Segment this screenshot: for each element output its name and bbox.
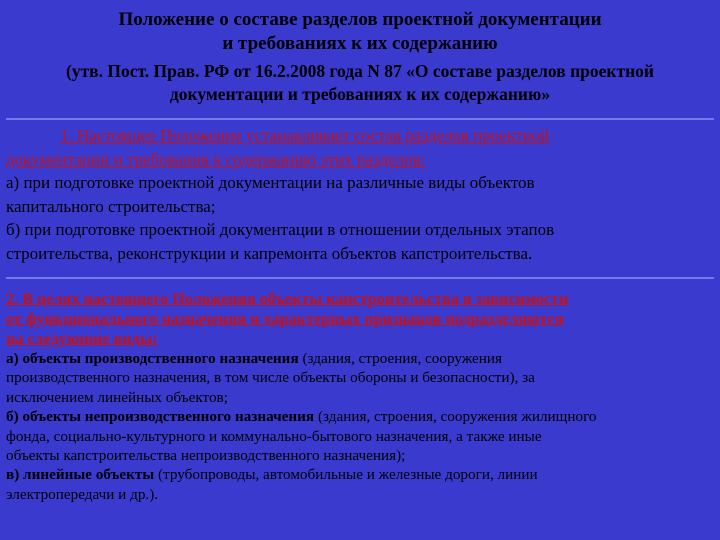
section-1-heading-line-1: 1. Настоящее Положение устанавливает состав разделов проектной [60, 126, 550, 145]
section-1-heading-line-2: документации и требования к содержанию этих разделов: [6, 149, 426, 169]
item-a-text: (здания, строения, сооружения [298, 350, 503, 367]
item-c-line: электропередачи и др.). [6, 485, 159, 503]
item-c-text: (трубопроводы, автомобильные и железные дороги, линии [154, 466, 538, 484]
slide-subtitle [14, 60, 706, 106]
section-1-text-line: б) при подготовке проектной документации в отношении отдельных этапов [6, 220, 555, 239]
section-1-text-line: капитального строительства; [6, 196, 216, 216]
section-2-heading-line: от функционального назначения и характерных признаков подразделяются [6, 310, 564, 328]
item-c-first-line [6, 465, 712, 484]
section-2-heading-line: на следующие виды: [6, 330, 158, 348]
divider-top [6, 118, 714, 120]
item-b-title: б) объекты непроизводственного назначения [6, 408, 315, 426]
item-a-title: а) объекты производственного назначения [6, 350, 299, 367]
item-b-line: объекты капстроительства непроизводственного назначения); [6, 447, 406, 465]
subtitle-line-2: документации и требованиях к их содержанию» [169, 84, 551, 104]
item-b-text: (здания, строения, сооружения жилищного [314, 408, 597, 426]
title-line-1: Положение о составе разделов проектной документации [118, 9, 602, 30]
section-2-heading-line: 2. В целях настоящего Положения объекты капстроительства в зависимости [6, 290, 569, 308]
slide-title [40, 8, 680, 56]
title-line-2: и требованиях к их содержанию [222, 33, 498, 54]
section-1-text-line: строительства, реконструкции и капремонта объектов капстроительства. [6, 243, 533, 263]
section-1 [6, 124, 712, 265]
section-2 [6, 289, 712, 504]
divider-middle [6, 277, 714, 279]
item-a-line: исключением линейных объектов; [6, 388, 228, 406]
section-1-text-line: а) при подготовке проектной документации на различные виды объектов [6, 173, 535, 192]
item-b-first-line [6, 407, 712, 426]
subtitle-line-1: (утв. Пост. Прав. РФ от 16.2.2008 года N 87 «О составе разделов проектной [66, 61, 654, 81]
item-a-line: производственного назначения, в том числе объекты обороны и безопасности), за [6, 369, 535, 387]
item-c-title: в) линейные объекты [6, 466, 155, 484]
item-b-line: фонда, социально-культурного и коммунально-бытового назначения, а также иные [6, 427, 542, 445]
item-a-first-line [6, 349, 712, 368]
